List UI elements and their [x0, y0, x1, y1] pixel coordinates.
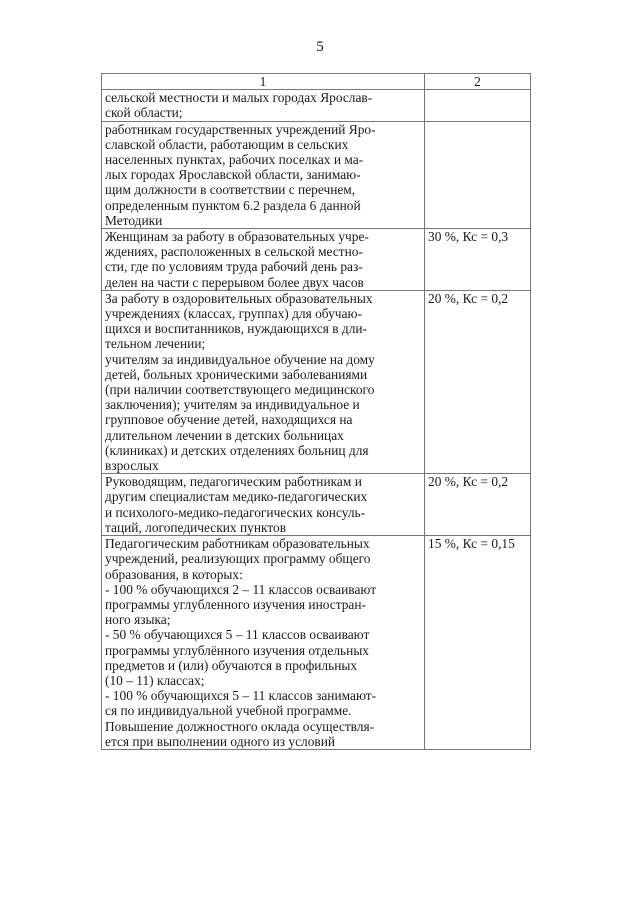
table-row	[102, 290, 531, 473]
row-rate	[425, 121, 531, 228]
table-row	[102, 90, 531, 121]
table-header-row	[102, 74, 531, 90]
row-description: Руководящим, педагогическим работникам и другим специалистам медико-педагогических и психолого-медико-педагогических консуль- таций, логопедических пунктов	[102, 474, 425, 536]
table-row	[102, 229, 531, 291]
column-header-1: 1	[102, 74, 425, 90]
allowance-table	[101, 73, 531, 750]
table-row	[102, 121, 531, 228]
page-number: 5	[316, 39, 324, 55]
row-description: сельской местности и малых городах Ярослав- ской области;	[102, 90, 425, 121]
row-description: Женщинам за работу в образовательных учре- ждениях, расположенных в сельской местно- сти, где по условиям труда рабочий день раз- делен на части с перерывом более двух часов	[102, 229, 425, 291]
row-rate: 20 %, Кс = 0,2	[425, 290, 531, 473]
table-row	[102, 536, 531, 750]
row-description: Педагогическим работникам образовательных учреждений, реализующих программу общего образования, в которых: - 100 % обучающихся 2 – 11 классов осваивают программы углубленного изучения иностран- ного языка; - 50 % обучающихся 5 – 11 классов осваивают программы углублённого изучения отдельных предметов и (или) обучаются в профильных (10 – 11) классах; - 100 % обучающихся 5 – 11 классов занимают- ся по индивидуальной учебной программе. Повышение должностного оклада осуществля- ется при выполнении одного из условий	[102, 536, 425, 750]
row-rate: 20 %, Кс = 0,2	[425, 474, 531, 536]
row-description: За работу в оздоровительных образовательных учреждениях (классах, группах) для обучаю- щихся и воспитанников, нуждающихся в дли- тельном лечении; учителям за индивидуальное обучение на дому детей, больных хроническими заболеваниями (при наличии соответствующего медицинского заключения); учителям за индивидуальное и групповое обучение детей, находящихся на длительном лечении в детских больницах (клиниках) и детских отделениях больниц для взрослых	[102, 290, 425, 473]
row-rate	[425, 90, 531, 121]
column-header-2: 2	[425, 74, 531, 90]
row-rate: 15 %, Кс = 0,15	[425, 536, 531, 750]
row-rate: 30 %, Кс = 0,3	[425, 229, 531, 291]
row-description: работникам государственных учреждений Яро- славской области, работающим в сельских населенных пунктах, рабочих поселках и ма- лых городах Ярославской области, занимаю- щим должности в соответствии с перечнем, определенным пунктом 6.2 раздела 6 данной Методики	[102, 121, 425, 228]
table-row	[102, 474, 531, 536]
